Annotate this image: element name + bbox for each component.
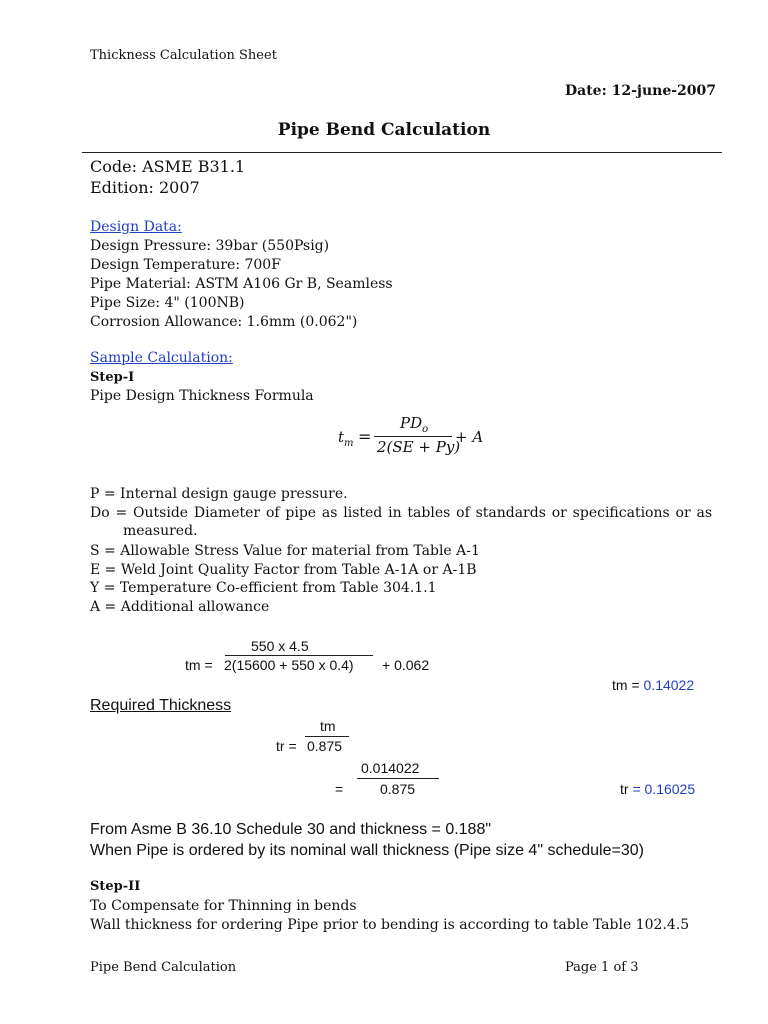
tr-lhs: tr = — [276, 738, 297, 754]
edition-line: Edition: 2007 — [90, 178, 200, 197]
calc1-fraction-bar — [225, 655, 373, 656]
design-pressure: Design Pressure: 39bar (550Psig) — [90, 238, 330, 254]
tr-denominator-2: 0.875 — [380, 781, 416, 797]
formula-lhs: $t_m$ — [338, 428, 354, 449]
calc1-plus: + 0.062 — [382, 657, 430, 673]
tr-result: tr = 0.16025 — [620, 781, 696, 797]
sample-calculation-heading: Sample Calculation: — [90, 350, 233, 366]
tr-numerator: tm — [320, 718, 336, 734]
step-1-label: Step-I — [90, 370, 135, 385]
formula-denominator: 2(SE + Py) — [377, 438, 461, 456]
def-p: P = Internal design gauge pressure. — [90, 486, 348, 502]
tr-fraction-bar-2 — [357, 778, 439, 779]
corrosion-allowance: Corrosion Allowance: 1.6mm (0.062") — [90, 314, 358, 330]
calc1-lhs: tm = — [185, 657, 213, 673]
formula-fraction-bar — [374, 436, 452, 437]
def-do-cont: measured. — [123, 523, 198, 539]
formula-plus-a: + A — [455, 428, 484, 446]
design-data-heading: Design Data: — [90, 219, 182, 235]
date-label: Date: 12-june-2007 — [565, 83, 717, 99]
pipe-size: Pipe Size: 4" (100NB) — [90, 295, 245, 311]
def-s: S = Allowable Stress Value for material from Table A-1 — [90, 543, 480, 559]
def-e: E = Weld Joint Quality Factor from Table A-1A or A-1B — [90, 562, 477, 578]
step-2-label: Step-II — [90, 879, 141, 894]
page-title: Pipe Bend Calculation — [277, 120, 491, 140]
calc1-result-value: 0.14022 — [643, 677, 695, 693]
footer-left: Pipe Bend Calculation — [90, 960, 237, 975]
def-y: Y = Temperature Co-efficient from Table 304.1.1 — [90, 580, 437, 596]
formula-equals: = — [358, 427, 372, 446]
tr-numerator-2: 0.014022 — [361, 760, 420, 776]
tr-denominator: 0.875 — [307, 738, 343, 754]
def-a: A = Additional allowance — [90, 599, 270, 615]
tr-equals-2: = — [335, 781, 344, 797]
design-temperature: Design Temperature: 700F — [90, 257, 281, 273]
step-2-line-1: To Compensate for Thinning in bends — [90, 898, 357, 914]
tr-result-value: = 0.16025 — [632, 781, 696, 797]
code-line: Code: ASME B31.1 — [90, 157, 246, 176]
pipe-material: Pipe Material: ASTM A106 Gr B, Seamless — [90, 276, 393, 292]
step-2-line-2: Wall thickness for ordering Pipe prior to bending is according to table Table 102.4.5 — [90, 917, 690, 933]
calc1-numerator: 550 x 4.5 — [251, 638, 309, 654]
formula-numerator: $PD_o$ — [400, 414, 429, 435]
required-thickness-heading: Required Thickness — [90, 697, 232, 714]
footer-page-number: Page 1 of 3 — [565, 960, 639, 975]
title-divider — [82, 152, 722, 153]
calc1-result: tm = 0.14022 — [612, 677, 695, 693]
formula-label: Pipe Design Thickness Formula — [90, 388, 314, 404]
when-pipe-line: When Pipe is ordered by its nominal wall thickness (Pipe size 4" schedule=30) — [90, 842, 644, 859]
def-do: Do = Outside Diameter of pipe as listed in tables of standards or specifications or as — [90, 505, 712, 521]
tr-fraction-bar — [305, 736, 349, 737]
from-asme-line: From Asme B 36.10 Schedule 30 and thickness = 0.188" — [90, 821, 492, 838]
calc1-denominator: 2(15600 + 550 x 0.4) — [224, 657, 354, 673]
sheet-title: Thickness Calculation Sheet — [90, 48, 277, 63]
